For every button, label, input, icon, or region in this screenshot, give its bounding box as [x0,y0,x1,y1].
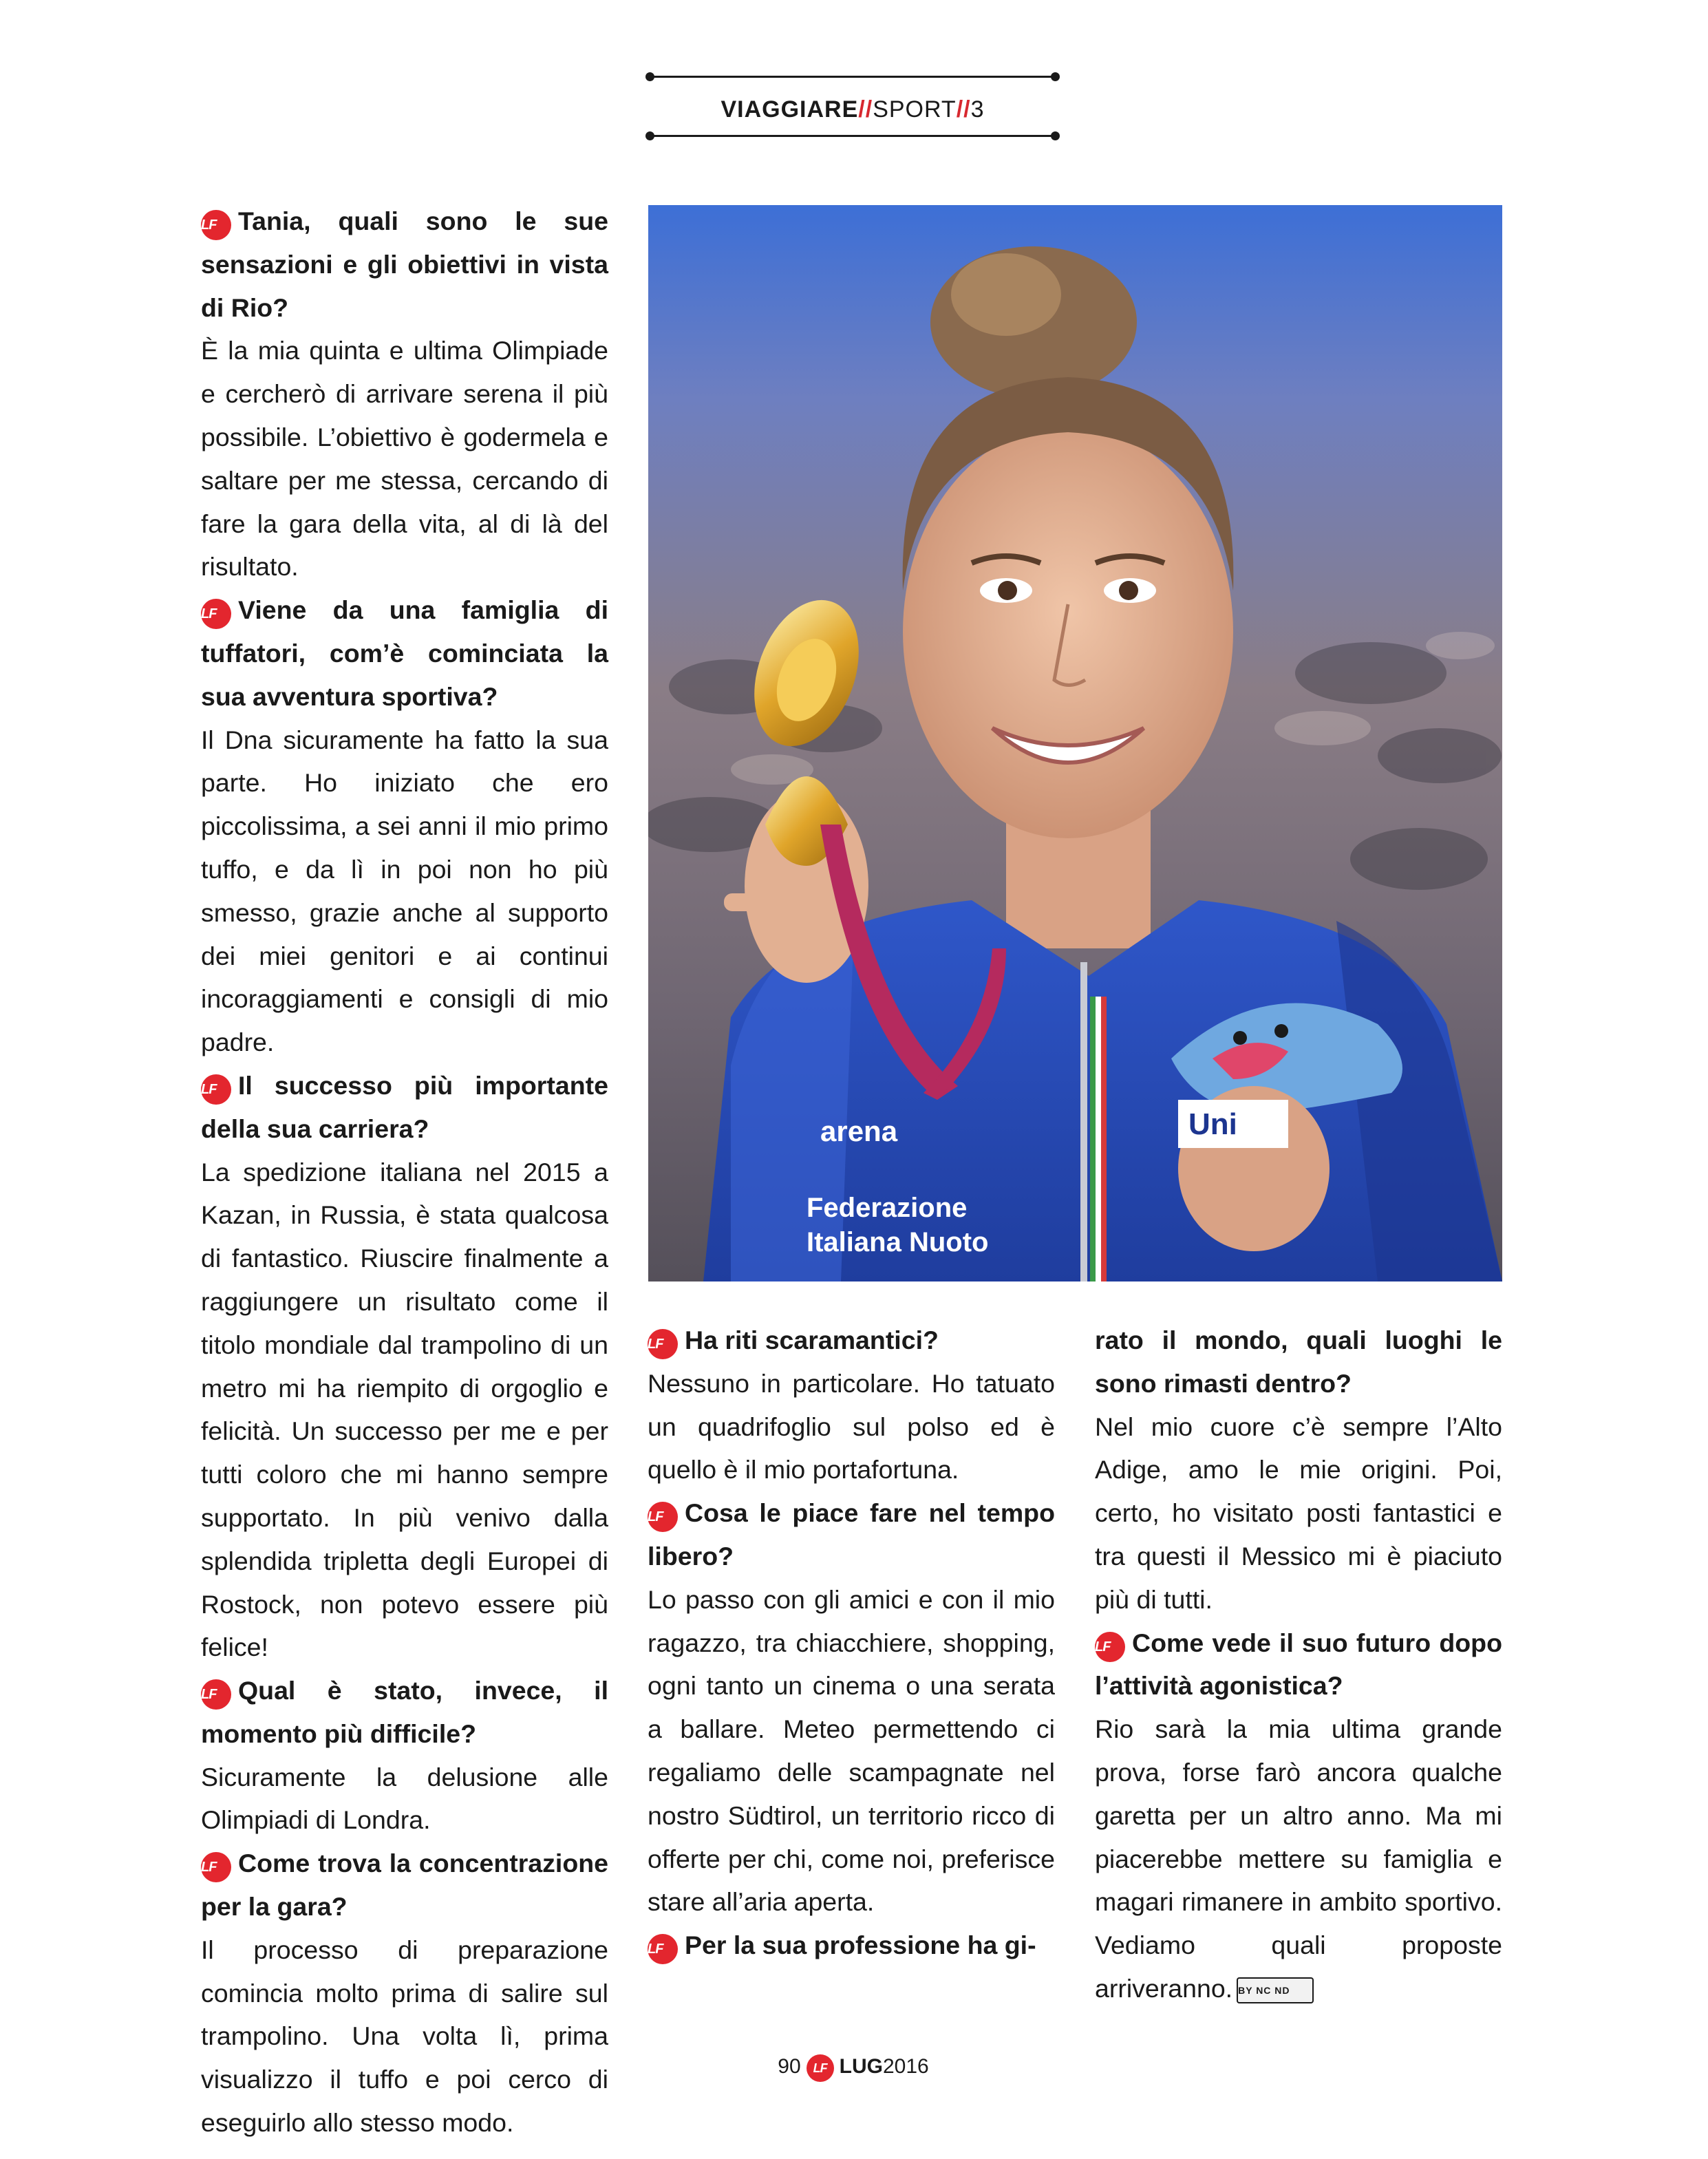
chest-badge-text: Uni [1188,1107,1237,1141]
separator: // [956,96,971,123]
paragraph-text: Come vede il suo futuro dopo l’attività agonistica? [1095,1628,1502,1701]
interview-answer [648,1578,1055,1924]
lf-logo-icon: LF [648,1934,678,1964]
paragraph-text: Lo passo con gli amici e con il mio ragazzo, tra chiacchiere, shopping, ogni tanto un cinema o una serata a ballare. Meteo permettendo ci regaliamo delle scampagnate nel nostro Südtirol, un territorio ricco di offerte per chi, come noi, preferisce stare all’aria aperta. [648,1584,1055,1917]
jacket-brand: arena [820,1115,898,1147]
lf-logo-icon: LF [648,1329,678,1359]
lf-logo-icon: LF [201,1074,231,1105]
lf-logo-icon: LF [201,1852,231,1882]
interview-question [201,588,608,718]
issue-year: 2016 [882,2055,929,2078]
interview-answer [201,1151,608,1670]
paragraph-text: Come trova la concentrazione per la gara? [201,1849,608,1922]
interview-answer [648,1362,1055,1491]
interview-answer [1095,1708,1502,2010]
interview-question [201,200,608,329]
lf-logo-icon: LF [201,1679,231,1710]
paragraph-text: Tania, quali sono le sue sensazioni e gli obiettivi in vista di Rio? [201,206,608,322]
paragraph-text: rato il mondo, quali luoghi le sono rimasti dentro? [1095,1326,1502,1398]
interview-question [1095,1621,1502,1708]
paragraph-text: Qual è stato, invece, il momento più difficile? [201,1676,608,1748]
lf-logo-icon: LF [648,1502,678,1532]
text-column-2 [648,1319,1055,1967]
subsection-name: SPORT [873,96,957,123]
paragraph-text: Sicuramente la delusione alle Olimpiadi di Londra. [201,1762,608,1835]
lf-logo-icon: LF [1095,1632,1125,1662]
lf-logo-icon: LF [201,210,231,240]
jacket-text-2: Italiana Nuoto [807,1227,989,1257]
section-name: VIAGGIARE [720,96,859,123]
jacket-text-1: Federazione [807,1193,968,1223]
header-rule-bottom [650,135,1056,137]
creative-commons-icon: BY NC ND [1237,1977,1314,2003]
page-footer [688,2051,1018,2083]
paragraph-text: Per la sua professione ha gi- [685,1931,1036,1960]
interview-answer [201,719,608,1064]
interview-answer [1095,1405,1502,1621]
paragraph-text: Il processo di preparazione comincia molto prima di salire sul trampolino. Una volta lì, prima visualizzo il tuffo e poi cerco di eseguirlo allo stesso modo. [201,1935,608,2138]
interview-question [201,1842,608,1928]
paragraph-text: La spedizione italiana nel 2015 a Kazan, in Russia, è stata qualcosa di fantastico. Riuscire finalmente a raggiungere un risultato come il titolo mondiale dal trampolino di un metro mi ha riempito di orgoglio e felicità. Un successo per me e per tutti coloro che mi hanno sempre supportato. In più venivo dalla splendida tripletta degli Europei di Rostock, non potevo essere più felice! [201,1157,608,1662]
text-column-3 [1095,1319,1502,2010]
interview-question [1095,1319,1502,1405]
section-number: 3 [970,96,985,123]
paragraph-text: Il Dna sicuramente ha fatto la sua parte. Ho iniziato che ero piccolissima, a sei anni il mio primo tuffo, e da lì in poi non ho più smesso, grazie anche al supporto dei miei genitori e ai continui incoraggiamenti e consigli di mio padre. [201,725,608,1057]
separator: // [858,96,873,123]
issue-month: LUG [839,2055,883,2078]
interview-question [648,1924,1055,1967]
interview-answer [201,1756,608,1842]
brand-logo: LF [807,2054,834,2082]
interview-question [201,1064,608,1151]
page-number: 90 [778,2055,801,2078]
interview-question [648,1491,1055,1578]
paragraph-text: Nel mio cuore c’è sempre l’Alto Adige, amo le mie origini. Poi, certo, ho visitato posti fantastici e tra questi il Messico mi è piaciuto più di tutti. [1095,1412,1502,1614]
interview-question [201,1669,608,1756]
interview-question [648,1319,1055,1362]
interview-answer [201,1928,608,2145]
paragraph-text: Viene da una famiglia di tuffatori, com’è cominciata la sua avventura sportiva? [201,595,608,711]
paragraph-text: Nessuno in particolare. Ho tatuato un quadrifoglio sul polso ed è quello è il mio portafortuna. [648,1368,1055,1485]
interview-answer [201,329,608,588]
paragraph-text: Il successo più importante della sua carriera? [201,1070,608,1143]
athlete-photo [648,205,1502,1281]
paragraph-text: Ha riti scaramantici? [685,1326,939,1354]
paragraph-text: È la mia quinta e ultima Olimpiade e cercherò di arrivare serena il più possibile. L’obiettivo è godermela e saltare per me stessa, cercando di fare la gara della vita, al di là del risultato. [201,336,608,582]
text-column-1 [201,200,608,2145]
header-rule-top [650,76,1056,78]
lf-logo-icon: LF [201,599,231,629]
paragraph-text: Cosa le piace fare nel tempo libero? [648,1498,1055,1571]
section-label [650,92,1056,127]
paragraph-text: Rio sarà la mia ultima grande prova, forse farò ancora qualche garetta per un altro anno. Ma mi piacerebbe mettere su famiglia e magari rimanere in ambito sportivo. Vediamo quali proposte arriveranno. [1095,1714,1502,2003]
